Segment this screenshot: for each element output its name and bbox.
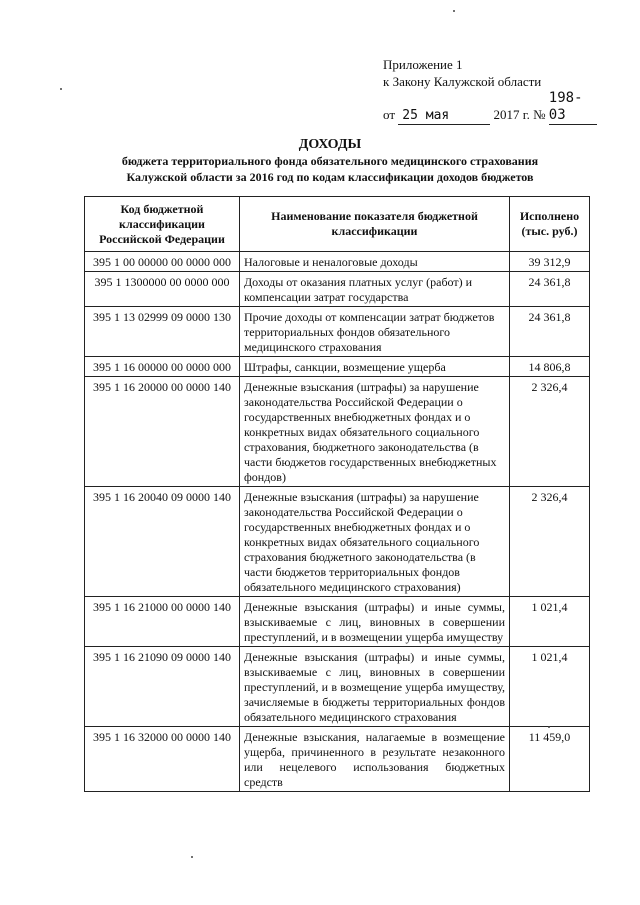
scan-speck bbox=[548, 726, 550, 728]
row-code: 395 1 16 20000 00 0000 140 bbox=[85, 377, 240, 487]
row-name: Денежные взыскания, налагаемые в возмещение ущерба, причиненного в результате незаконного или нецелевого использования бюджетных средств bbox=[240, 727, 510, 792]
appendix-line-1: Приложение 1 bbox=[383, 57, 463, 72]
row-name: Прочие доходы от компенсации затрат бюджетов территориальных фондов обязательного медицинского страхования bbox=[240, 307, 510, 357]
row-code: 395 1 13 02999 09 0000 130 bbox=[85, 307, 240, 357]
row-code: 395 1 00 00000 00 0000 000 bbox=[85, 252, 240, 272]
row-code: 395 1 16 20040 09 0000 140 bbox=[85, 487, 240, 597]
table-row bbox=[85, 307, 590, 357]
row-code: 395 1 16 00000 00 0000 000 bbox=[85, 357, 240, 377]
row-name: Денежные взыскания (штрафы) за нарушение законодательства Российской Федерации о государственных внебюджетных фондах и о конкретных видах обязательного социального страхования, бюджетного законодательства (в части бюджетов государственных внебюджетных фондов) bbox=[240, 377, 510, 487]
row-name: Доходы от оказания платных услуг (работ) и компенсации затрат государства bbox=[240, 272, 510, 307]
revenue-table bbox=[84, 196, 590, 792]
row-amount: 24 361,8 bbox=[510, 272, 590, 307]
appendix-date-line bbox=[383, 90, 597, 125]
scan-speck bbox=[453, 10, 455, 12]
appendix-from: от bbox=[383, 107, 396, 122]
appendix-block bbox=[383, 56, 597, 125]
table-row bbox=[85, 357, 590, 377]
row-name: Штрафы, санкции, возмещение ущерба bbox=[240, 357, 510, 377]
row-code: 395 1 16 21090 09 0000 140 bbox=[85, 647, 240, 727]
table-row bbox=[85, 597, 590, 647]
table-row bbox=[85, 252, 590, 272]
title-main: ДОХОДЫ bbox=[298, 137, 362, 152]
row-code: 395 1 16 32000 00 0000 140 bbox=[85, 727, 240, 792]
header-amount: Исполнено (тыс. руб.) bbox=[510, 197, 590, 252]
row-name: Денежные взыскания (штрафы) и иные суммы, взыскиваемые с лиц, виновных в совершении преступлений, и в возмещение ущерба имуществу, зачисляемые в бюджеты территориальных фондов обязательного медицинского страхования bbox=[240, 647, 510, 727]
appendix-date: 25 мая bbox=[398, 107, 490, 125]
row-amount: 1 021,4 bbox=[510, 597, 590, 647]
table-row bbox=[85, 487, 590, 597]
row-amount: 39 312,9 bbox=[510, 252, 590, 272]
row-amount: 1 021,4 bbox=[510, 647, 590, 727]
document-title bbox=[60, 137, 600, 185]
row-amount: 14 806,8 bbox=[510, 357, 590, 377]
scan-speck bbox=[191, 856, 193, 858]
header-code: Код бюджетной классификации Российской Федерации bbox=[85, 197, 240, 252]
title-line-1: бюджета территориального фонда обязательного медицинского страхования bbox=[121, 154, 539, 168]
row-name: Денежные взыскания (штрафы) и иные суммы, взыскиваемые с лиц, виновных в совершении преступлений, и в возмещении ущерба имуществу bbox=[240, 597, 510, 647]
row-amount: 2 326,4 bbox=[510, 487, 590, 597]
row-code: 395 1 16 21000 00 0000 140 bbox=[85, 597, 240, 647]
row-name: Денежные взыскания (штрафы) за нарушение законодательства Российской Федерации о государственных внебюджетных фондах и о конкретных видах обязательного социального страхования бюджетного законодательства (в части бюджетов территориальных фондов обязательного медицинского страхования) bbox=[240, 487, 510, 597]
appendix-year: 2017 г. № bbox=[493, 107, 546, 122]
row-amount: 2 326,4 bbox=[510, 377, 590, 487]
table-row bbox=[85, 647, 590, 727]
title-line-2: Калужской области за 2016 год по кодам классификации доходов бюджетов bbox=[126, 170, 534, 184]
scan-speck bbox=[60, 88, 62, 90]
table-row bbox=[85, 377, 590, 487]
row-name: Налоговые и неналоговые доходы bbox=[240, 252, 510, 272]
header-name: Наименование показателя бюджетной классификации bbox=[240, 197, 510, 252]
row-amount: 11 459,0 bbox=[510, 727, 590, 792]
table-header-row bbox=[85, 197, 590, 252]
appendix-line-2: к Закону Калужской области bbox=[383, 74, 542, 89]
table-row bbox=[85, 727, 590, 792]
row-code: 395 1 1300000 00 0000 000 bbox=[85, 272, 240, 307]
row-amount: 24 361,8 bbox=[510, 307, 590, 357]
appendix-number: 198-03 bbox=[549, 90, 597, 125]
table-row bbox=[85, 272, 590, 307]
